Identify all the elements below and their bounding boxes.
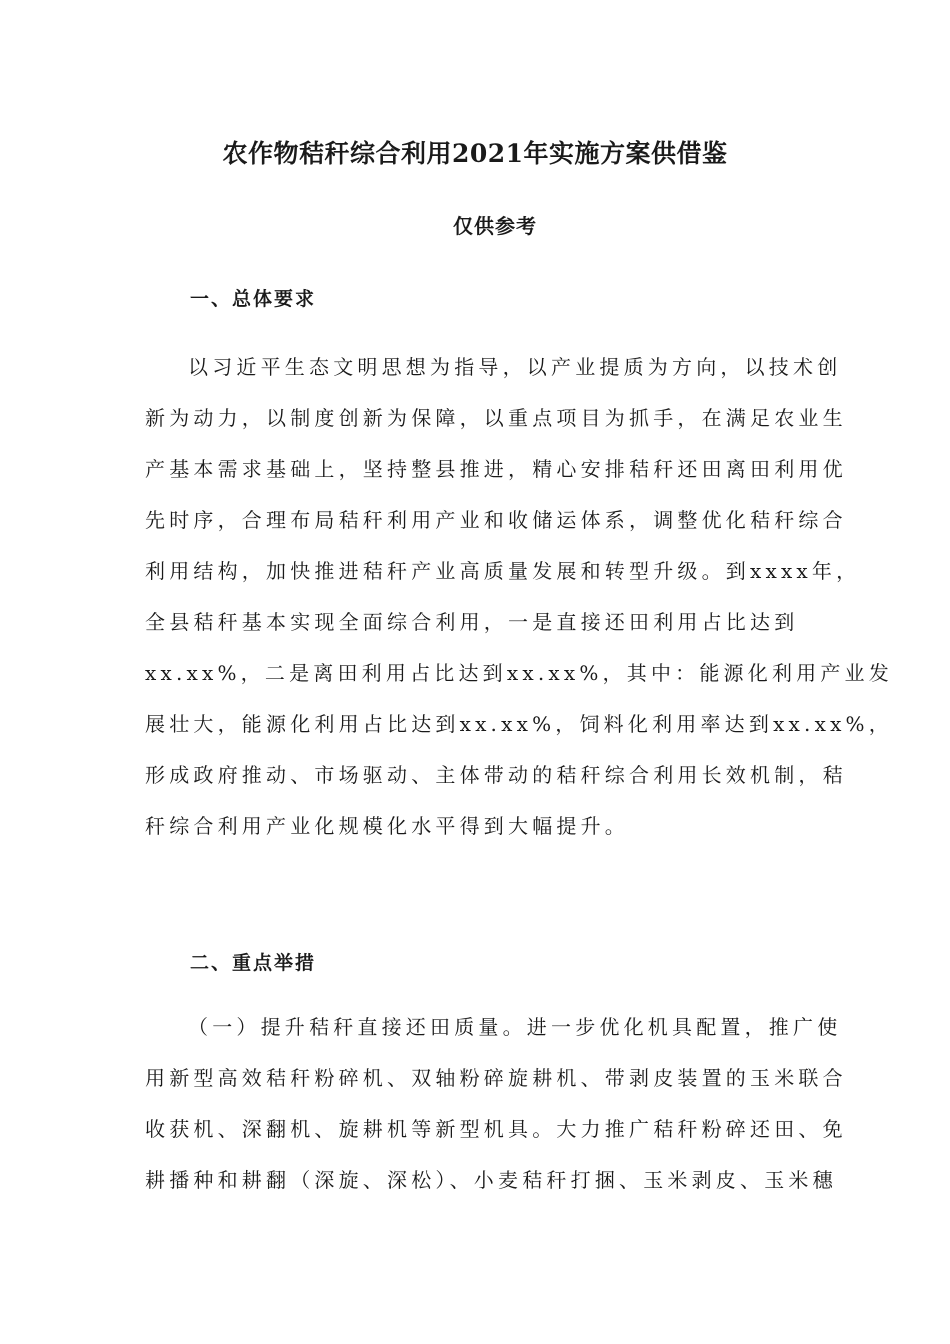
section-heading-general-requirements: 一、总体要求 <box>190 288 317 310</box>
document-title: 农作物秸秆综合利用2021年实施方案供借鉴 <box>222 139 728 168</box>
paragraph-line: 先时序，合理布局秸秆利用产业和收储运体系，调整优化秸秆综合 <box>145 508 847 532</box>
paragraph-line: 用新型高效秸秆粉碎机、双轴粉碎旋耕机、带剥皮装置的玉米联合 <box>145 1066 847 1090</box>
paragraph-line: 展壮大，能源化利用占比达到xx.xx%，饲料化利用率达到xx.xx%， <box>145 712 893 736</box>
paragraph-line: 收获机、深翻机、旋耕机等新型机具。大力推广秸秆粉碎还田、免 <box>145 1117 847 1141</box>
paragraph-line: 利用结构，加快推进秸秆产业高质量发展和转型升级。到xxxx年， <box>145 559 861 583</box>
document-subtitle: 仅供参考 <box>453 214 537 238</box>
paragraph-line: （一）提升秸秆直接还田质量。进一步优化机具配置，推广使 <box>188 1015 842 1039</box>
paragraph-line: 新为动力，以制度创新为保障，以重点项目为抓手，在满足农业生 <box>145 406 847 430</box>
paragraph-line: 秆综合利用产业化规模化水平得到大幅提升。 <box>145 814 629 838</box>
paragraph-key-measures <box>145 1002 847 1206</box>
paragraph-line: xx.xx%，二是离田利用占比达到xx.xx%，其中：能源化利用产业发 <box>145 661 893 685</box>
section-heading-key-measures: 二、重点举措 <box>190 952 317 974</box>
paragraph-general-requirements <box>145 342 893 852</box>
paragraph-line: 耕播种和耕翻（深旋、深松）、小麦秸秆打捆、玉米剥皮、玉米穗 <box>145 1168 837 1192</box>
paragraph-line: 全县秸秆基本实现全面综合利用，一是直接还田利用占比达到 <box>145 610 799 634</box>
paragraph-line: 形成政府推动、市场驱动、主体带动的秸秆综合利用长效机制，秸 <box>145 763 847 787</box>
paragraph-line: 以习近平生态文明思想为指导，以产业提质为方向，以技术创 <box>188 355 842 379</box>
paragraph-line: 产基本需求基础上，坚持整县推进，精心安排秸秆还田离田利用优 <box>145 457 847 481</box>
